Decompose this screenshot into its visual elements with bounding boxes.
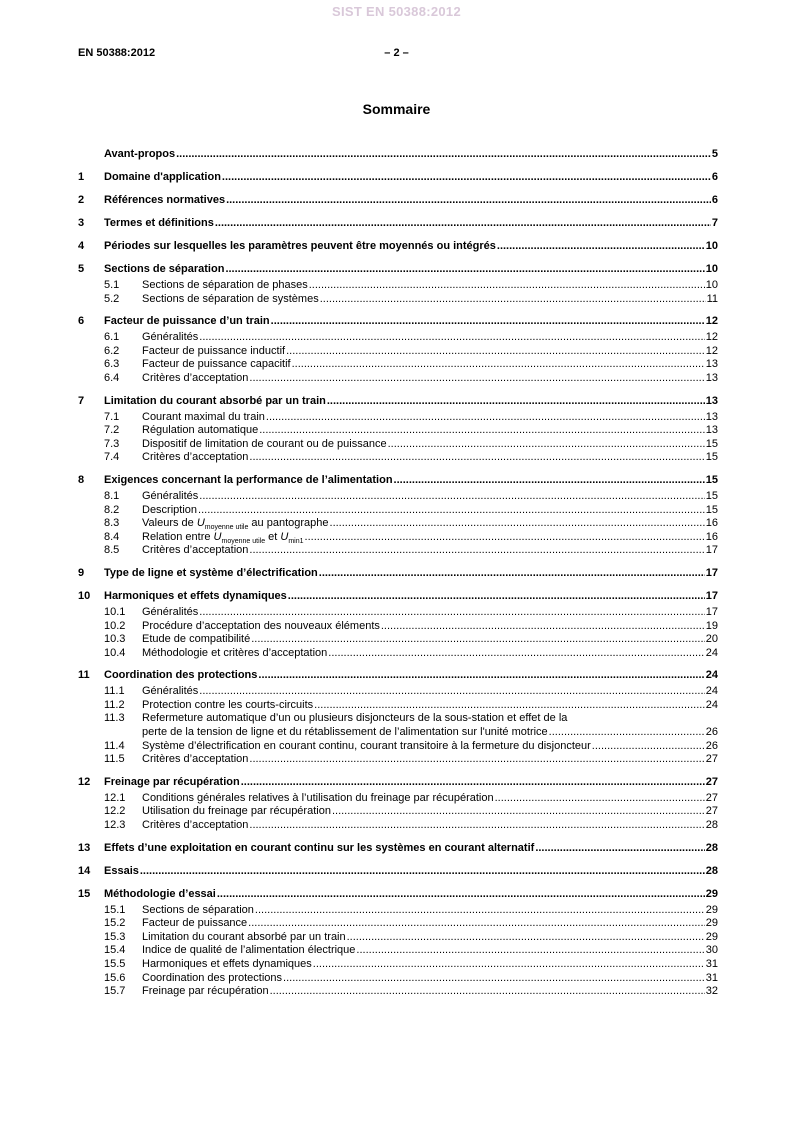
- page-title: Sommaire: [362, 101, 431, 117]
- toc-subentry-title: Généralités: [142, 489, 199, 502]
- toc-entry-page: 7: [711, 217, 718, 229]
- toc-entry-title: Périodes sur lesquelles les paramètres peuvent être moyennés ou intégrés: [104, 240, 496, 252]
- toc-subentry-page: 10: [705, 279, 718, 291]
- toc-subentry: [78, 358, 718, 372]
- toc-subentry: [78, 490, 718, 504]
- toc-entry: [78, 473, 718, 488]
- toc-entry-number: 10: [78, 589, 91, 602]
- toc-subentry-page: 11: [706, 292, 718, 305]
- toc-dot-leader: [271, 314, 705, 329]
- toc-entry-title: Essais: [104, 864, 139, 877]
- toc-dot-leader: [381, 620, 705, 634]
- toc-entry-title: Harmoniques et effets dynamiques: [104, 589, 287, 602]
- toc-subentry-number: 11.4: [104, 739, 125, 752]
- toc-dot-leader: [249, 819, 704, 833]
- toc-entry-number: 8: [78, 473, 85, 486]
- toc-dot-leader: [497, 239, 705, 254]
- toc-entry-page: 6: [711, 171, 718, 183]
- toc-dot-leader: [215, 216, 711, 231]
- toc-subentry: [78, 985, 718, 999]
- toc-subentry-number: 8.3: [104, 517, 120, 530]
- toc-entry: [78, 216, 718, 231]
- toc-dot-leader: [176, 147, 711, 162]
- toc-entry: [78, 193, 718, 208]
- toc-dot-leader: [347, 931, 705, 945]
- toc-subentry-title: Harmoniques et effets dynamiques: [142, 958, 312, 970]
- toc-entry-title: Termes et définitions: [104, 217, 214, 229]
- toc-dot-leader: [356, 944, 704, 958]
- math-subscript: moyenne utile: [221, 537, 266, 545]
- toc-subentry-title: Facteur de puissance inductif: [142, 344, 286, 357]
- toc-entry-title: Coordination des protections: [104, 669, 258, 682]
- toc-subentry-page: 29: [705, 930, 718, 943]
- toc-subentry-number: 8.2: [104, 503, 120, 516]
- toc-subentry: [78, 517, 718, 531]
- toc-subentry: [78, 293, 718, 307]
- toc-subentry: [78, 411, 718, 425]
- toc-subentry-number: 11.5: [104, 753, 125, 766]
- toc-subentry-number: 11.1: [104, 685, 125, 698]
- toc-dot-leader: [249, 544, 704, 558]
- toc-subentry-page: 12: [705, 344, 718, 357]
- document-id: EN 50388:2012: [78, 47, 156, 59]
- math-subscript: moyenne utile: [204, 524, 249, 532]
- toc-subentry-page: 24: [705, 646, 718, 659]
- math-subscript: min1: [288, 537, 304, 545]
- toc-subentry-title: Limitation du courant absorbé par un train: [142, 930, 346, 943]
- toc-dot-leader: [226, 193, 711, 208]
- toc-dot-leader: [199, 606, 704, 620]
- toc-dot-leader: [259, 424, 705, 438]
- toc-subentry-title: Coordination des protections: [142, 971, 283, 984]
- toc-subentry-title: Facteur de puissance capacitif: [142, 358, 291, 371]
- toc-subentry-number: 7.1: [104, 410, 120, 423]
- toc-entry: [78, 262, 718, 277]
- toc-entry-page: 29: [705, 887, 718, 900]
- toc-subentry: [78, 712, 718, 726]
- toc-subentry-number: 15.7: [104, 985, 126, 998]
- toc-entry: [78, 841, 718, 856]
- toc-subentry-title: Protection contre les courts-circuits: [142, 698, 314, 711]
- toc-dot-leader: [535, 841, 704, 856]
- toc-subentry-title: Critères d’acceptation: [142, 819, 249, 832]
- toc-subentry: [78, 504, 718, 518]
- toc-subentry: [78, 699, 718, 713]
- toc-entry-title: Exigences concernant la performance de l’alimentation: [104, 473, 393, 486]
- toc-subentry-page: 32: [705, 985, 718, 998]
- math-variable: U: [196, 517, 205, 530]
- toc-entry-number: 11: [78, 669, 90, 682]
- toc-subentry-page: 13: [705, 424, 718, 437]
- toc-dot-leader: [592, 740, 705, 754]
- toc-entry-page: 24: [705, 669, 718, 682]
- toc-entry-page: 5: [711, 148, 718, 160]
- toc-entry-number: 7: [78, 394, 85, 407]
- page-number: – 2 –: [384, 47, 409, 59]
- toc-entry: [78, 887, 718, 902]
- toc-subentry-number: 11.2: [104, 698, 125, 711]
- toc-dot-leader: [305, 531, 705, 545]
- toc-entry-page: 28: [705, 864, 718, 877]
- toc-subentry-title: Facteur de puissance: [142, 917, 248, 930]
- toc-entry: [78, 147, 718, 162]
- toc-dot-leader: [249, 372, 704, 386]
- toc-dot-leader: [286, 345, 705, 359]
- toc-subentry: [78, 958, 718, 972]
- toc-entry-title: Type de ligne et système d’électrification: [104, 566, 318, 579]
- toc-subentry-number: 10.4: [104, 646, 126, 659]
- toc-subentry-number: 15.5: [104, 958, 126, 970]
- toc-entry-page: 10: [705, 240, 718, 252]
- toc-entry: [78, 314, 718, 329]
- toc-entry-page: 28: [705, 841, 718, 854]
- toc-subentry: [78, 647, 718, 661]
- toc-dot-leader: [495, 792, 705, 806]
- toc-subentry-title: Critères d’acceptation: [142, 753, 249, 766]
- toc-subentry: [78, 740, 718, 754]
- toc-subentry: [78, 438, 718, 452]
- toc-subentry: [78, 685, 718, 699]
- toc-subentry: [78, 944, 718, 958]
- toc-dot-leader: [255, 904, 705, 918]
- toc-subentry-number: 6.1: [104, 331, 120, 344]
- toc-dot-leader: [292, 358, 705, 372]
- toc-subentry-title: Critères d’acceptation: [142, 451, 249, 464]
- toc-subentry-page: 27: [705, 753, 718, 766]
- toc-subentry-number: 7.3: [104, 437, 120, 450]
- toc-subentry: [78, 917, 718, 931]
- toc-dot-leader: [327, 394, 705, 409]
- toc-subentry-title: Valeurs de $U_{moyenne utile}$ au pantographe: [142, 517, 329, 532]
- toc-dot-leader: [225, 262, 704, 277]
- toc-entry: [78, 864, 718, 879]
- toc-entry: [78, 170, 718, 185]
- toc-subentry-title: Indice de qualité de l’alimentation électrique: [142, 944, 356, 957]
- toc-subentry: [78, 279, 718, 293]
- math-variable: U: [280, 530, 289, 543]
- toc-subentry-number: 10.2: [104, 619, 126, 632]
- toc-subentry-page: 24: [705, 698, 718, 711]
- toc-entry-number: 4: [78, 240, 85, 252]
- toc-subentry-page: 15: [705, 451, 718, 464]
- toc-entry-page: 15: [705, 473, 718, 486]
- toc-subentry-number: 15.2: [104, 917, 126, 930]
- toc-entry: [78, 566, 718, 581]
- toc-entry-page: 17: [705, 589, 718, 602]
- toc-subentry-title: Généralités: [142, 685, 199, 698]
- toc-subentry-number: 12.1: [104, 791, 126, 804]
- toc-dot-leader: [309, 279, 705, 293]
- toc-subentry: [78, 372, 718, 386]
- toc-entry: [78, 589, 718, 604]
- toc-subentry-title: Critères d’acceptation: [142, 544, 249, 557]
- toc-subentry: [78, 904, 718, 918]
- toc-entry: [78, 668, 718, 683]
- toc-subentry-title: Utilisation du freinage par récupération: [142, 805, 331, 818]
- toc-subentry: [78, 753, 718, 767]
- toc-subentry-number: 15.4: [104, 944, 126, 957]
- toc-subentry-page: 15: [705, 503, 718, 516]
- toc-subentry-number: 8.5: [104, 544, 120, 557]
- toc-subentry-page: 24: [705, 685, 718, 698]
- toc-subentry: [78, 805, 718, 819]
- toc-dot-leader: [394, 473, 705, 488]
- toc-subentry-page: 30: [705, 944, 718, 957]
- toc-entry-number: 15: [78, 887, 91, 900]
- toc-entry-page: 27: [705, 775, 718, 788]
- toc-dot-leader: [199, 490, 704, 504]
- toc-subentry: [78, 972, 718, 986]
- toc-subentry-title: Sections de séparation de phases: [142, 279, 308, 291]
- toc-dot-leader: [388, 438, 705, 452]
- toc-subentry-page: 28: [705, 819, 718, 832]
- toc-subentry-title: Dispositif de limitation de courant ou de puissance: [142, 437, 387, 450]
- toc-subentry-number: 10.1: [104, 605, 126, 618]
- toc-dot-leader: [241, 775, 705, 790]
- toc-dot-leader: [222, 170, 711, 185]
- toc-dot-leader: [140, 864, 705, 879]
- toc-subentry-title: Sections de séparation de systèmes: [142, 292, 319, 305]
- toc-subentry-title: Généralités: [142, 605, 199, 618]
- toc-subentry-number: 10.3: [104, 633, 126, 646]
- toc-entry-title: Avant-propos: [104, 148, 176, 160]
- toc-entry-number: 9: [78, 566, 85, 579]
- toc-subentry: [78, 819, 718, 833]
- toc-dot-leader: [320, 293, 706, 307]
- toc-dot-leader: [217, 887, 705, 902]
- toc-entry-title: Freinage par récupération: [104, 775, 240, 788]
- toc-subentry-number: 12.3: [104, 819, 126, 832]
- toc-subentry-title: Etude de compatibilité: [142, 633, 251, 646]
- toc-subentry-title: Refermeture automatique d’un ou plusieurs disjoncteurs de la sous-station et effet de la: [142, 712, 568, 725]
- toc-subentry-page: 17: [705, 605, 718, 618]
- math-variable: U: [213, 530, 222, 543]
- toc-entry: [78, 394, 718, 409]
- toc-subentry-page: 16: [705, 517, 718, 530]
- toc-subentry-number: 5.1: [104, 279, 120, 291]
- toc-subentry-number: 12.2: [104, 805, 126, 818]
- toc-entry-page: 13: [705, 394, 718, 407]
- toc-subentry: [78, 792, 718, 806]
- toc-dot-leader: [319, 566, 705, 581]
- table-of-contents: [78, 147, 718, 999]
- toc-entry-title: Domaine d'application: [104, 171, 221, 183]
- toc-dot-leader: [248, 917, 705, 931]
- toc-entry-number: 3: [78, 217, 85, 229]
- toc-entry-number: 6: [78, 315, 85, 328]
- toc-dot-leader: [258, 668, 704, 683]
- toc-dot-leader: [283, 972, 705, 986]
- toc-entry-number: 13: [78, 841, 91, 854]
- toc-entry: [78, 775, 718, 790]
- toc-subentry-title: Freinage par récupération: [142, 985, 269, 998]
- toc-subentry-page: 15: [705, 489, 718, 502]
- toc-subentry-page: 27: [705, 791, 718, 804]
- toc-subentry-number: 5.2: [104, 292, 120, 305]
- toc-entry-page: 17: [705, 566, 718, 579]
- toc-subentry-page: 13: [705, 410, 718, 423]
- toc-entry-title: Facteur de puissance d’un train: [104, 315, 270, 328]
- toc-dot-leader: [266, 411, 705, 425]
- toc-subentry-number: 6.3: [104, 358, 120, 371]
- toc-subentry-page: 15: [705, 437, 718, 450]
- toc-entry-page: 12: [705, 315, 718, 328]
- toc-dot-leader: [313, 958, 705, 972]
- toc-dot-leader: [249, 451, 704, 465]
- toc-dot-leader: [249, 753, 704, 767]
- toc-entry-title: Références normatives: [104, 194, 226, 206]
- toc-dot-leader: [288, 589, 705, 604]
- toc-dot-leader: [314, 699, 705, 713]
- toc-entry-number: 5: [78, 263, 85, 275]
- watermark: SIST EN 50388:2012: [332, 4, 461, 19]
- toc-subentry-page: 19: [705, 619, 718, 632]
- toc-subentry-title: Sections de séparation: [142, 903, 254, 916]
- toc-subentry-number: 11.3: [104, 712, 125, 725]
- toc-subentry-title: Description: [142, 503, 198, 516]
- toc-subentry: [78, 606, 718, 620]
- toc-dot-leader: [330, 517, 705, 531]
- toc-subentry-page: 13: [705, 358, 718, 371]
- toc-subentry-page: 12: [705, 331, 718, 344]
- toc-subentry-number: 15.3: [104, 930, 126, 943]
- toc-dot-leader: [251, 633, 705, 647]
- toc-subentry: [78, 424, 718, 438]
- toc-subentry-title: Procédure d’acceptation des nouveaux éléments: [142, 619, 380, 632]
- toc-subentry-continued: [78, 726, 718, 740]
- toc-subentry-title: Conditions générales relatives à l’utilisation du freinage par récupération: [142, 791, 494, 804]
- toc-subentry-number: 6.4: [104, 371, 120, 384]
- toc-subentry-title: Généralités: [142, 331, 199, 344]
- toc-subentry-number: 15.6: [104, 971, 126, 984]
- toc-subentry-title: Critères d’acceptation: [142, 371, 249, 384]
- toc-subentry-page: 26: [705, 739, 718, 752]
- toc-subentry: [78, 633, 718, 647]
- toc-dot-leader: [549, 726, 705, 740]
- toc-entry-number: 12: [78, 775, 91, 788]
- toc-entry-title: Méthodologie d’essai: [104, 887, 216, 900]
- toc-entry-title: Limitation du courant absorbé par un train: [104, 394, 326, 407]
- toc-subentry-title-cont: perte de la tension de ligne et du rétablissement de l’alimentation sur l'unité motrice: [142, 726, 548, 739]
- toc-dot-leader: [199, 331, 704, 345]
- toc-subentry-page: 20: [705, 633, 718, 646]
- toc-subentry: [78, 620, 718, 634]
- toc-subentry-title: Courant maximal du train: [142, 410, 265, 423]
- toc-subentry-page: 26: [705, 726, 718, 739]
- toc-entry-number: 14: [78, 864, 91, 877]
- toc-subentry: [78, 531, 718, 545]
- toc-subentry-number: 8.4: [104, 530, 120, 543]
- toc-subentry-number: 7.2: [104, 424, 120, 437]
- toc-dot-leader: [199, 685, 704, 699]
- toc-entry-number: 2: [78, 194, 85, 206]
- toc-subentry-page: 13: [705, 371, 718, 384]
- toc-subentry-title: Relation entre $U_{moyenne utile}$ et $U_{min1}$: [142, 530, 304, 545]
- toc-entry-page: 6: [711, 194, 718, 206]
- toc-subentry-page: 29: [705, 917, 718, 930]
- toc-entry-page: 10: [705, 263, 718, 275]
- toc-subentry: [78, 451, 718, 465]
- toc-subentry-number: 6.2: [104, 344, 120, 357]
- toc-subentry-number: 7.4: [104, 451, 120, 464]
- toc-entry-title: Effets d’une exploitation en courant continu sur les systèmes en courant alternatif: [104, 841, 535, 854]
- toc-subentry: [78, 345, 718, 359]
- toc-dot-leader: [328, 647, 704, 661]
- toc-entry: [78, 239, 718, 254]
- toc-subentry: [78, 544, 718, 558]
- toc-subentry-title: Méthodologie et critères d’acceptation: [142, 646, 328, 659]
- toc-subentry-page: 31: [705, 971, 718, 984]
- toc-subentry-number: 15.1: [104, 903, 126, 916]
- toc-entry-title: Sections de séparation: [104, 263, 225, 275]
- toc-subentry-page: 27: [705, 805, 718, 818]
- toc-subentry-page: 31: [705, 958, 718, 970]
- toc-dot-leader: [270, 985, 705, 999]
- toc-entry-number: 1: [78, 171, 85, 183]
- toc-subentry-page: 17: [705, 544, 718, 557]
- toc-subentry-page: 29: [705, 903, 718, 916]
- toc-dot-leader: [198, 504, 705, 518]
- toc-subentry-title: Régulation automatique: [142, 424, 259, 437]
- toc-subentry-title: Système d’électrification en courant continu, courant transitoire à la fermeture du disjoncteur: [142, 739, 591, 752]
- toc-dot-leader: [332, 805, 705, 819]
- toc-subentry-page: 16: [705, 530, 718, 543]
- toc-subentry: [78, 331, 718, 345]
- toc-subentry: [78, 931, 718, 945]
- toc-subentry-number: 8.1: [104, 489, 120, 502]
